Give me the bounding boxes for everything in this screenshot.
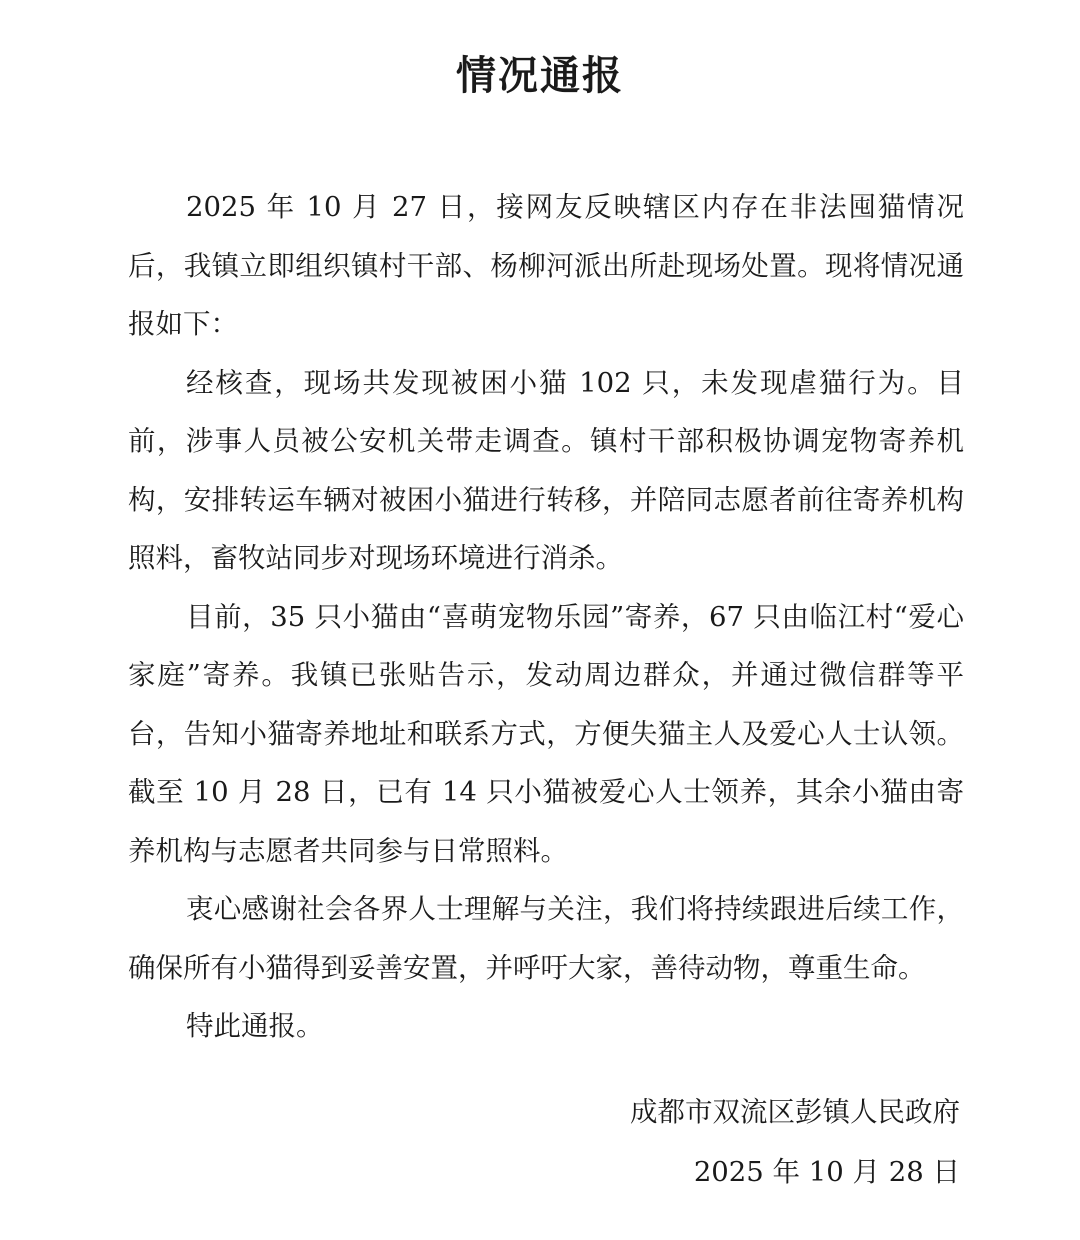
paragraph-placement: 目前，35 只小猫由“喜萌宠物乐园”寄养，67 只由临江村“爱心家庭”寄养。我镇已张贴告示，发动周边群众，并通过微信群等平台，告知小猫寄养地址和联系方式，方便失猫主人及爱心人士认领。截至 10 月 28 日，已有 14 只小猫被爱心人士领养，其余小猫由寄养机构与志愿者共同参与日常照料。 (128, 600, 964, 867)
paragraph-thanks: 衷心感谢社会各界人士理解与关注，我们将持续跟进后续工作，确保所有小猫得到妥善安置，并呼吁大家，善待动物，尊重生命。 (128, 893, 964, 984)
paragraph-intro: 2025 年 10 月 27 日，接网友反映辖区内存在非法囤猫情况后，我镇立即组织镇村干部、杨柳河派出所赴现场处置。现将情况通报如下： (128, 191, 964, 340)
issuing-organization: 成都市双流区彭镇人民政府 (630, 1096, 960, 1128)
document-title: 情况通报 (456, 52, 624, 99)
paragraph-investigation: 经核查，现场共发现被困小猫 102 只，未发现虐猫行为。目前，涉事人员被公安机关带走调查。镇村干部积极协调宠物寄养机构，安排转运车辆对被困小猫进行转移，并陪同志愿者前往寄养机构照料，畜牧站同步对现场环境进行消杀。 (128, 366, 964, 574)
paragraph-closing: 特此通报。 (186, 1010, 324, 1042)
issue-date: 2025 年 10 月 28 日 (693, 1156, 960, 1188)
signature-block (630, 1082, 960, 1202)
document-body (128, 178, 964, 1056)
